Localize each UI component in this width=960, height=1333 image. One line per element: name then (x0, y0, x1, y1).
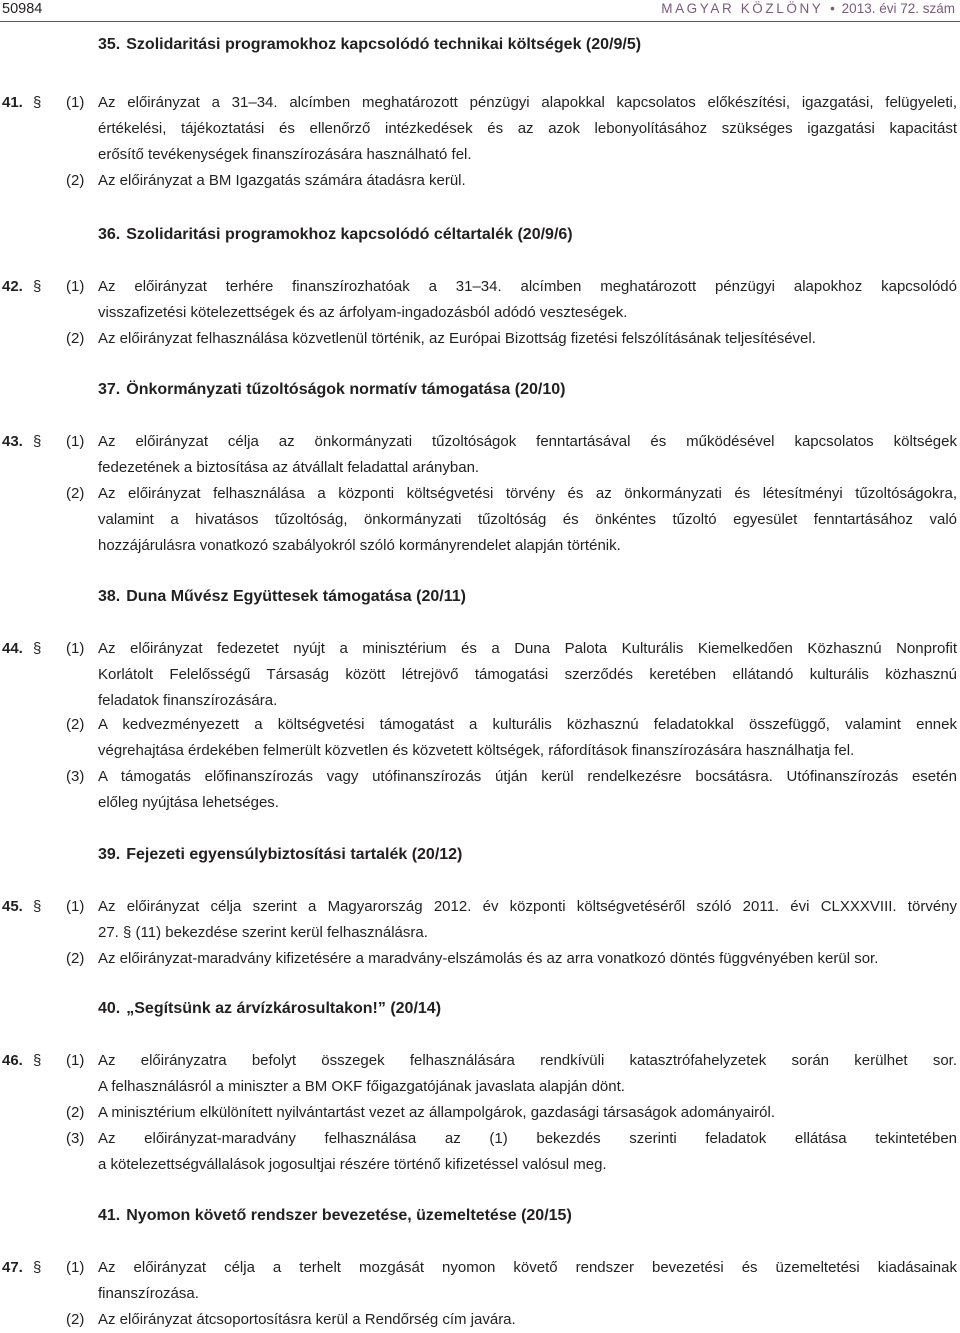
text-line: Az előirányzatra befolyt összegek felhasználására rendkívüli katasztrófahelyzetek során kerülhet sor. (98, 1052, 957, 1069)
subsection (66, 764, 957, 816)
page-header (0, 0, 960, 22)
text-line: visszafizetési kötelezettségek és az árfolyam-ingadozásból adódó veszteségek. (98, 304, 628, 321)
subsection (66, 636, 957, 714)
subsection-text (98, 946, 957, 972)
subsection (66, 481, 957, 559)
subsection-text (98, 1100, 957, 1126)
text-line: A támogatás előfinanszírozás vagy utófinanszírozás útján kerül rendelkezésre bocsátásra. Utófinanszírozás esetén (98, 768, 957, 785)
section-title-text: Nyomon követő rendszer bevezetése, üzemeltetése (20/15) (126, 1207, 572, 1224)
subsection (66, 90, 957, 168)
subsection (66, 946, 957, 972)
subsection-text (98, 429, 957, 481)
section-sign: § (33, 433, 42, 450)
subsection-index: (1) (66, 898, 85, 915)
text-line: Az előirányzat a BM Igazgatás számára átadásra kerül. (98, 172, 466, 189)
subsection (66, 1048, 957, 1100)
journal-issue-info (661, 1, 955, 16)
section-number: 35. (98, 36, 121, 53)
header-separator: • (830, 1, 835, 16)
subsection (66, 1126, 957, 1178)
paragraph-number: 47. (2, 1259, 23, 1276)
section-title (98, 381, 565, 399)
section-number: 37. (98, 381, 121, 398)
text-line: hozzájárulásra vonatkozó szabályokról szóló kormányrendelet alapján történik. (98, 537, 621, 554)
text-line: Az előirányzat felhasználása a központi költségvetési törvény és az önkormányzati és létesítményi tűzoltóságokra, (98, 485, 957, 502)
text-line: Az előirányzat átcsoportosításra kerül a Rendőrség cím javára. (98, 1311, 516, 1328)
text-line: Az előirányzat terhére finanszírozhatóak a 31–34. alcímben meghatározott pénzügyi alapokhoz kapcsolódó (98, 278, 957, 295)
section-sign: § (33, 278, 42, 295)
subsection (66, 712, 957, 764)
section-title (98, 846, 462, 864)
section-title (98, 36, 641, 54)
paragraph-number: 45. (2, 898, 23, 915)
subsection-index: (1) (66, 94, 85, 111)
paragraph-number: 46. (2, 1052, 23, 1069)
subsection-text (98, 481, 957, 559)
text-line: Az előirányzat felhasználása közvetlenül történik, az Európai Bizottság fizetési felszólításának teljesítésével. (98, 330, 816, 347)
text-line: Az előirányzat célja az önkormányzati tűzoltóságok fenntartásával és működésével kapcsolatos költségek (98, 433, 957, 450)
subsection (66, 168, 957, 194)
subsection-index: (2) (66, 1104, 85, 1121)
section-title-text: Szolidaritási programokhoz kapcsolódó céltartalék (20/9/6) (126, 226, 573, 243)
subsection-index: (2) (66, 330, 85, 347)
text-line: fedezetének a biztosítása az átvállalt feladattal arányban. (98, 459, 480, 476)
subsection (66, 1255, 957, 1307)
subsection-text (98, 1255, 957, 1307)
subsection-index: (1) (66, 1052, 85, 1069)
section-title-text: Önkormányzati tűzoltóságok normatív támogatása (20/10) (126, 381, 566, 398)
subsection-text (98, 894, 957, 946)
subsection-index: (1) (66, 278, 85, 295)
paragraph-number: 44. (2, 640, 23, 657)
section-sign: § (33, 1259, 42, 1276)
paragraph-number: 42. (2, 278, 23, 295)
subsection (66, 429, 957, 481)
subsection-text (98, 712, 957, 764)
subsection-index: (2) (66, 485, 85, 502)
header-rule (0, 21, 960, 22)
subsection-text (98, 636, 957, 714)
section-title (98, 1000, 441, 1018)
journal-title: MAGYAR KÖZLÖNY (661, 1, 824, 16)
subsection-text (98, 274, 957, 326)
section-number: 41. (98, 1207, 121, 1224)
subsection-text (98, 1048, 957, 1100)
text-line: Az előirányzat célja a terhelt mozgását nyomon követő rendszer bevezetési és üzemeltetési kiadásainak (98, 1259, 957, 1276)
subsection-index: (1) (66, 640, 85, 657)
text-line: előleg nyújtása lehetséges. (98, 794, 279, 811)
subsection-text (98, 1307, 957, 1333)
subsection-index: (2) (66, 172, 85, 189)
subsection-index: (2) (66, 716, 85, 733)
text-line: értékelési, tájékoztatási és ellenőrző intézkedések és az azok lebonyolításához szükséges igazgatási kapacitást (98, 120, 957, 137)
section-number: 40. (98, 1000, 121, 1017)
subsection-text (98, 90, 957, 168)
text-line: valamint a hivatásos tűzoltóság, önkormányzati tűzoltóság és önkéntes tűzoltó egyesület fenntartásához való (98, 511, 957, 528)
section-number: 38. (98, 588, 121, 605)
paragraph-number: 43. (2, 433, 23, 450)
text-line: Korlátolt Felelősségű Társaság között létrejövő támogatási szerződés keretében ellátandó kulturális közhasznú (98, 666, 957, 683)
subsection-text (98, 764, 957, 816)
subsection-text (98, 1126, 957, 1178)
paragraph-number: 41. (2, 94, 23, 111)
text-line: Az előirányzat-maradvány felhasználása az (1) bekezdés szerinti feladatok ellátása tekintetében (98, 1130, 957, 1147)
text-line: Az előirányzat a 31–34. alcímben meghatározott pénzügyi alapokkal kapcsolatos előkészítési, igazgatási, felügyeleti, (98, 94, 957, 111)
subsection-index: (3) (66, 768, 85, 785)
section-title-text: Duna Művész Együttesek támogatása (20/11) (126, 588, 466, 605)
section-title-text: Szolidaritási programokhoz kapcsolódó technikai költségek (20/9/5) (126, 36, 642, 53)
subsection (66, 326, 957, 352)
subsection-index: (2) (66, 950, 85, 967)
text-line: Az előirányzat célja szerint a Magyarország 2012. év központi költségvetéséről szóló 2011. évi CLXXXVIII. törvény (98, 898, 957, 915)
subsection (66, 1307, 957, 1333)
text-line: a kötelezettségvállalások jogosultjai részére történő kifizetéssel valósul meg. (98, 1156, 607, 1173)
text-line: Az előirányzat-maradvány kifizetésére a maradvány-elszámolás és az arra vonatkozó döntés függvényében kerül sor. (98, 950, 879, 967)
subsection (66, 1100, 957, 1126)
text-line: Az előirányzat fedezetet nyújt a minisztérium és a Duna Palota Kulturális Kiemelkedően Közhasznú Nonprofit (98, 640, 957, 657)
text-line: feladatok finanszírozására. (98, 692, 278, 709)
text-line: A kedvezményezett a költségvetési támogatást a kulturális közhasznú feladatokkal összefüggő, valamint ennek (98, 716, 957, 733)
text-line: végrehajtása érdekében felmerült közvetlen és közvetett költségek, ráfordítások finanszírozására használhatja fel. (98, 742, 855, 759)
subsection-index: (3) (66, 1130, 85, 1147)
section-title (98, 1207, 572, 1225)
subsection-index: (2) (66, 1311, 85, 1328)
subsection-index: (1) (66, 433, 85, 450)
section-title (98, 588, 466, 606)
section-sign: § (33, 898, 42, 915)
section-sign: § (33, 1052, 42, 1069)
section-title (98, 226, 573, 244)
subsection-index: (1) (66, 1259, 85, 1276)
section-sign: § (33, 94, 42, 111)
text-line: erősítő tevékenységek finanszírozására használható fel. (98, 146, 472, 163)
subsection-text (98, 326, 957, 352)
text-line: 27. § (11) bekezdése szerint kerül felhasználásra. (98, 924, 428, 941)
text-line: A minisztérium elkülönített nyilvántartást vezet az állampolgárok, gazdasági társaságok adományairól. (98, 1104, 776, 1121)
issue-label: 2013. évi 72. szám (841, 1, 955, 16)
section-title-text: Fejezeti egyensúlybiztosítási tartalék (20/12) (126, 846, 463, 863)
section-number: 36. (98, 226, 121, 243)
section-sign: § (33, 640, 42, 657)
subsection (66, 894, 957, 946)
subsection (66, 274, 957, 326)
text-line: finanszírozása. (98, 1285, 199, 1302)
section-title-text: „Segítsünk az árvízkárosultakon!” (20/14) (126, 1000, 442, 1017)
text-line: A felhasználásról a miniszter a BM OKF főigazgatójának javaslata alapján dönt. (98, 1078, 625, 1095)
subsection-text (98, 168, 957, 194)
section-number: 39. (98, 846, 121, 863)
page-number: 50984 (2, 1, 43, 17)
